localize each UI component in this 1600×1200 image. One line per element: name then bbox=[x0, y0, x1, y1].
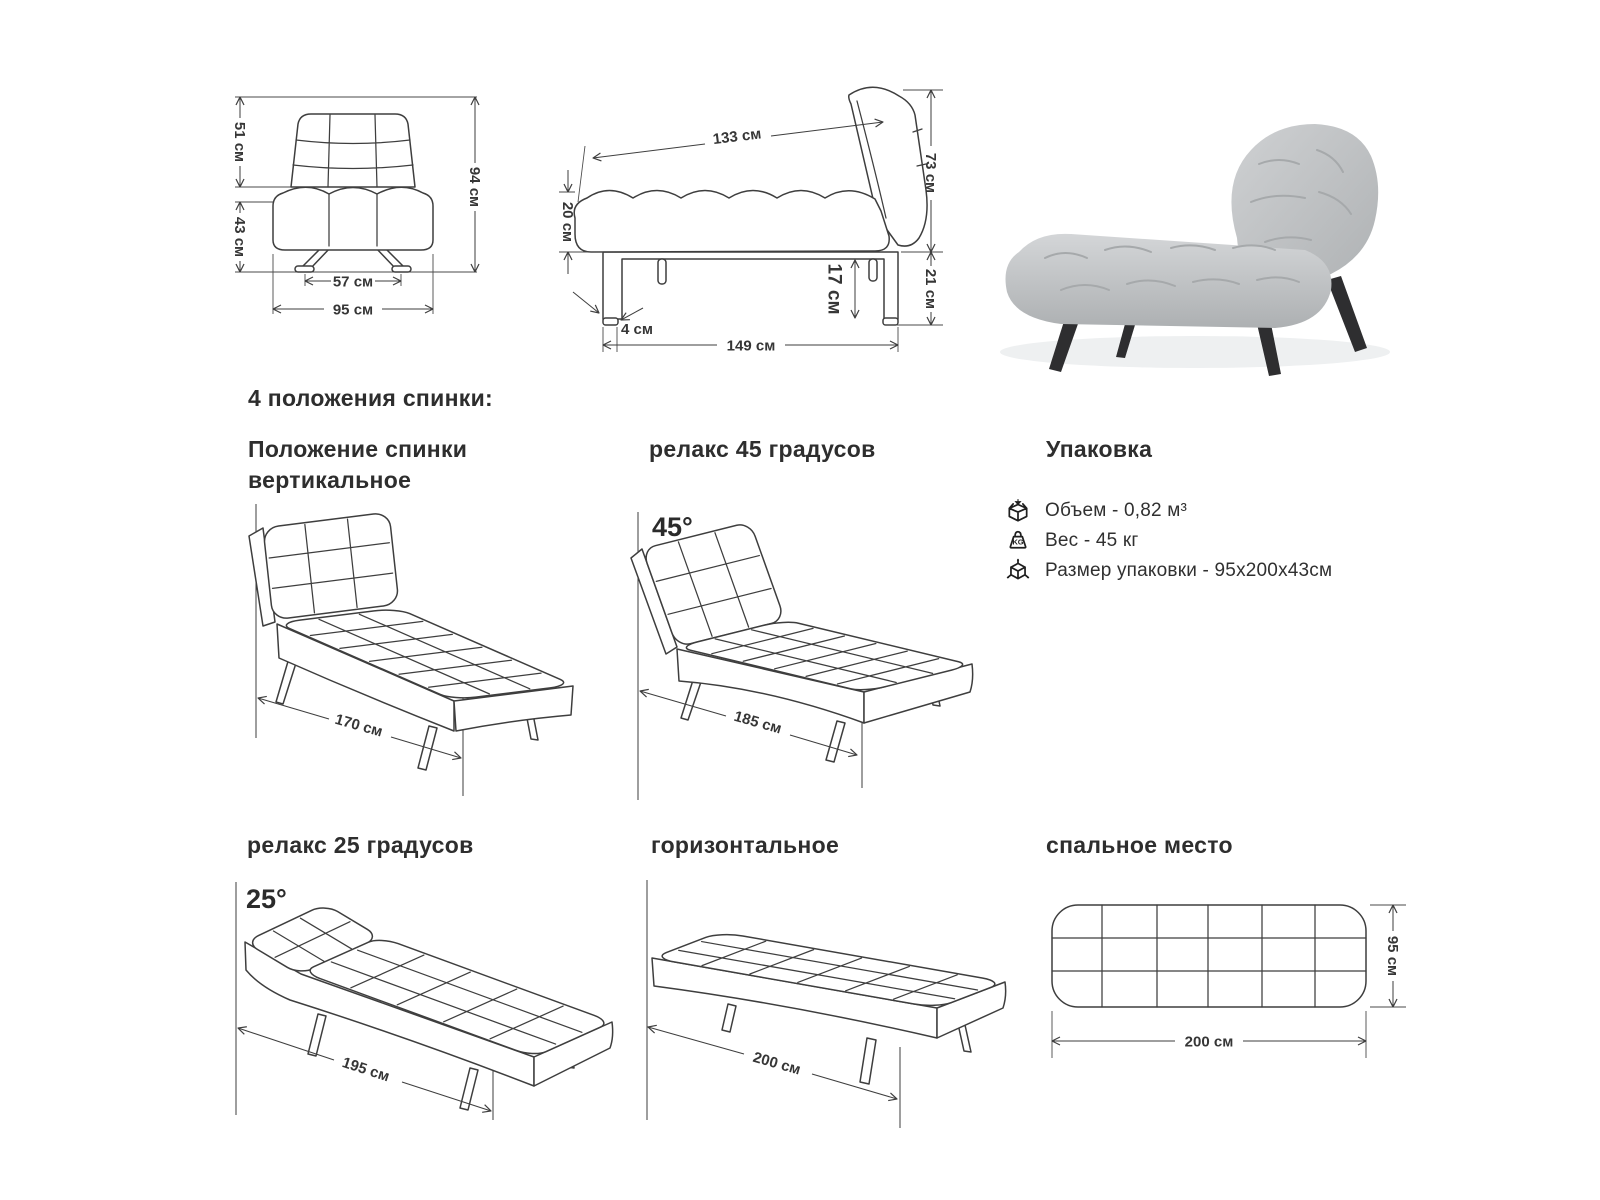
side-view-drawing bbox=[545, 70, 945, 360]
position-relax45-drawing bbox=[628, 492, 1000, 804]
sleeping-place-drawing bbox=[1040, 893, 1430, 1073]
relax45-length-label: 185 см bbox=[732, 707, 784, 738]
sleeping-length-label: 200 см bbox=[1184, 1033, 1234, 1051]
side-back-height-label: 73 см bbox=[921, 152, 939, 194]
packaging-item-size bbox=[1005, 556, 1332, 586]
front-seat-height-label: 43 см bbox=[230, 216, 248, 258]
relax25-length-label: 195 см bbox=[340, 1054, 392, 1086]
package-volume-icon bbox=[1005, 498, 1031, 524]
side-seat-length-label: 133 см bbox=[711, 125, 763, 149]
photo-leg-right bbox=[1327, 276, 1367, 352]
vertical-length-label: 170 см bbox=[333, 710, 385, 741]
position-horizontal-title: горизонтальное bbox=[651, 832, 840, 858]
side-cushion-height-label: 20 см bbox=[558, 201, 576, 243]
front-view-drawing bbox=[225, 78, 485, 323]
position-vertical-drawing bbox=[233, 498, 593, 800]
position-relax45-title: релакс 45 градусов bbox=[649, 436, 876, 462]
sleeping-width-label: 95 см bbox=[1383, 935, 1401, 977]
product-photo bbox=[975, 52, 1425, 387]
packaging-volume-label: Объем - 0,82 м³ bbox=[1045, 500, 1188, 521]
position-horizontal-drawing bbox=[640, 862, 1020, 1134]
horizontal-length-label: 200 см bbox=[751, 1048, 803, 1079]
packaging-list bbox=[1005, 496, 1332, 586]
package-size-icon bbox=[1005, 558, 1031, 584]
svg-text:KG: KG bbox=[1012, 537, 1024, 547]
side-base-height-label: 21 см bbox=[921, 268, 939, 310]
position-sleeping-title: спальное место bbox=[1046, 832, 1233, 858]
side-base-length-label: 149 см bbox=[726, 337, 776, 355]
packaging-weight-label: Вес - 45 кг bbox=[1045, 530, 1139, 551]
position-vertical-title-line2: вертикальное bbox=[248, 467, 412, 493]
package-weight-icon bbox=[1005, 528, 1031, 554]
packaging-size-label: Размер упаковки - 95x200x43см bbox=[1045, 560, 1333, 581]
front-leg-span-label: 57 см bbox=[332, 273, 374, 291]
packaging-title: Упаковка bbox=[1046, 436, 1153, 462]
relax45-angle-label: 45° bbox=[652, 512, 693, 542]
front-back-height-label: 51 см bbox=[230, 121, 248, 163]
position-relax25-title: релакс 25 градусов bbox=[247, 832, 474, 858]
position-vertical-title-line1: Положение спинки bbox=[248, 436, 468, 462]
relax25-angle-label: 25° bbox=[246, 884, 287, 914]
position-relax25-drawing bbox=[230, 862, 630, 1134]
side-foot-width-label: 4 см bbox=[621, 321, 653, 338]
positions-heading: 4 положения спинки: bbox=[248, 385, 493, 411]
front-total-width-label: 95 см bbox=[332, 301, 374, 319]
packaging-item-weight bbox=[1005, 526, 1332, 556]
position-vertical-title bbox=[248, 434, 467, 496]
side-clearance-label: 17 см bbox=[823, 263, 845, 315]
packaging-item-volume bbox=[1005, 496, 1332, 526]
front-total-height-label: 94 см bbox=[465, 166, 483, 208]
